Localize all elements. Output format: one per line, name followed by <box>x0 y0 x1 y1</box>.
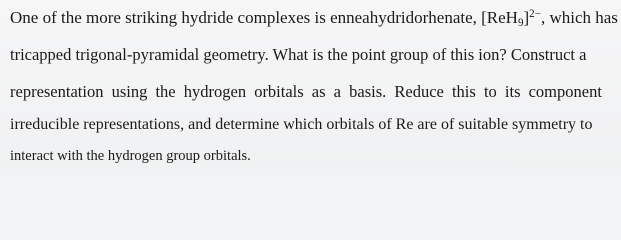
formula-charge: 2− <box>529 8 541 20</box>
text-line-4: irreducible representations, and determine which orbitals of Re are of suitable symmetry to <box>10 116 593 133</box>
line-1-text: One of the more striking hydride complexes is enneahydridorhenate, [ReH <box>10 8 518 28</box>
text-line-2: tricapped trigonal-pyramidal geometry. What is the point group of this ion? Construct a <box>10 45 587 64</box>
text-line-1 <box>10 9 618 29</box>
line-1-tail: , which has <box>540 8 618 28</box>
text-line-5: interact with the hydrogen group orbitals. <box>10 148 251 164</box>
text-line-3: representation using the hydrogen orbitals as a basis. Reduce this to its component <box>10 82 602 101</box>
formula-bracket: ] <box>523 8 530 28</box>
formula-subscript: 9 <box>517 16 524 29</box>
